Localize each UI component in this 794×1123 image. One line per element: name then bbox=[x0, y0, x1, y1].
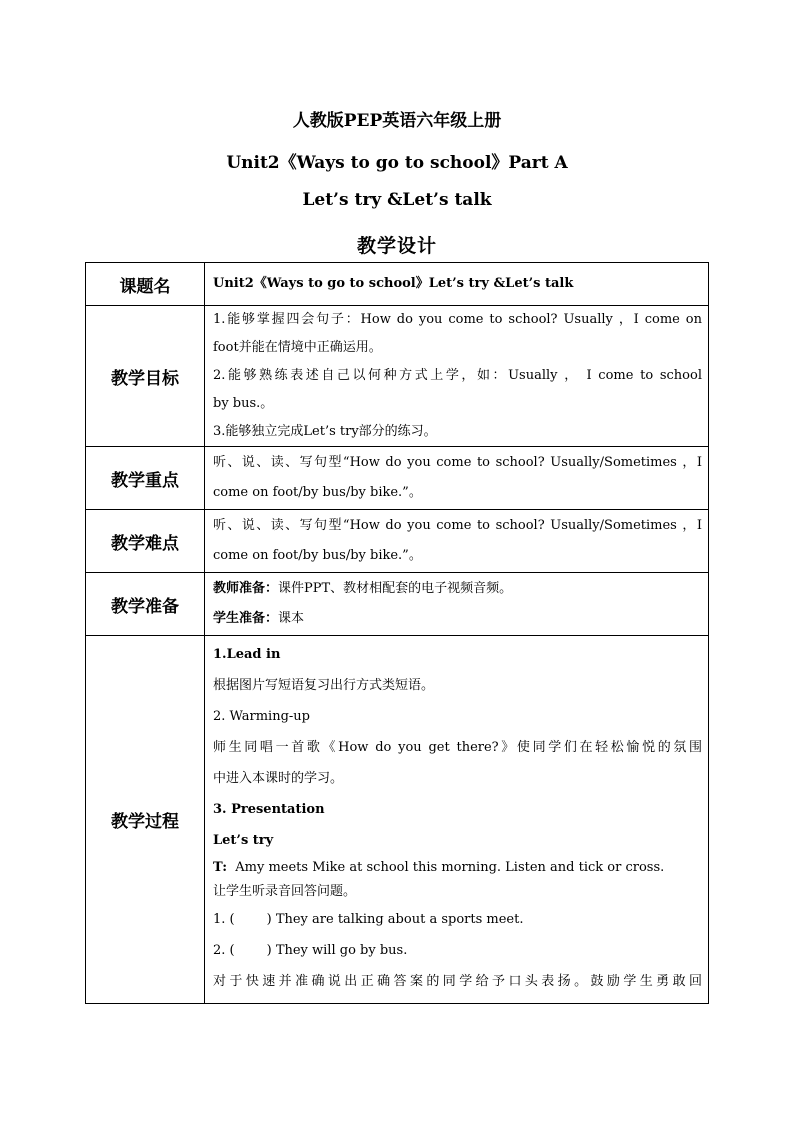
teacher-line bbox=[213, 856, 702, 880]
difficulties-label: 教学难点 bbox=[86, 510, 205, 573]
process-label: 教学过程 bbox=[86, 636, 205, 1004]
student-preparation-label: 学生准备： bbox=[213, 611, 279, 626]
goals-label: 教学目标 bbox=[86, 306, 205, 447]
goal-line: foot并能在情境中正确运用。 bbox=[213, 340, 382, 355]
question-1 bbox=[213, 904, 702, 935]
question-2 bbox=[213, 935, 702, 966]
lesson-plan-table bbox=[85, 262, 709, 1004]
instruction-text: 让学生听录音回答问题。 bbox=[213, 884, 357, 899]
goal-line: by bus.。 bbox=[213, 396, 274, 411]
preparation-label: 教学准备 bbox=[86, 573, 205, 636]
goals-content bbox=[205, 306, 709, 447]
unit-title: Unit2《Ways to go to school》Part A bbox=[226, 153, 568, 173]
preparation-content bbox=[205, 573, 709, 636]
teacher-preparation bbox=[213, 574, 702, 604]
goal-line: 1.能够掌握四会句子：How do you come to school? Usually ，I come on bbox=[213, 312, 702, 327]
warmup-heading: 2. Warming-up bbox=[213, 709, 310, 724]
table-row-difficulties bbox=[86, 510, 709, 573]
question-1-text: ) They are talking about a sports meet. bbox=[266, 912, 524, 927]
question-2-number: 2. ( bbox=[213, 943, 235, 958]
table-row-preparation bbox=[86, 573, 709, 636]
document-title: 人教版PEP英语六年级上册 bbox=[292, 111, 502, 131]
lets-try-heading: Let’s try bbox=[213, 833, 274, 848]
goal-line: 2.能够熟练表述自己以何种方式上学，如：Usually ， I come to school bbox=[213, 368, 702, 383]
difficulty-line: 听、说、读、写句型“How do you come to school? Usually/Sometimes ，I bbox=[213, 518, 702, 533]
teacher-preparation-label: 教师准备： bbox=[213, 581, 279, 596]
praise-text: 对于快速并准确说出正确答案的同学给予口头表扬。鼓励学生勇敢回 bbox=[213, 974, 702, 989]
lesson-title: Let’s try &Let’s talk bbox=[302, 190, 492, 210]
key-point-line: come on foot/by bus/by bike.”。 bbox=[213, 485, 422, 500]
table-row-topic bbox=[86, 263, 709, 306]
difficulties-content bbox=[205, 510, 709, 573]
topic-label: 课题名 bbox=[86, 263, 205, 306]
table-row-process bbox=[86, 636, 709, 1004]
lead-in-heading: 1.Lead in bbox=[213, 647, 281, 662]
warmup-text: 师生同唱一首歌《How do you get there?》使同学们在轻松愉悦的氛围 bbox=[213, 740, 702, 755]
student-preparation bbox=[213, 604, 702, 634]
key-points-content bbox=[205, 447, 709, 510]
warmup-text-continued: 中进入本课时的学习。 bbox=[213, 771, 344, 786]
table-row-goals bbox=[86, 306, 709, 447]
key-points-label: 教学重点 bbox=[86, 447, 205, 510]
topic-value: Unit2《Ways to go to school》Let’s try &Let’s talk bbox=[205, 263, 709, 306]
document-subtitle: 教学设计 bbox=[356, 235, 437, 257]
teacher-text: Amy meets Mike at school this morning. Listen and tick or cross. bbox=[235, 860, 665, 875]
goal-line: 3.能够独立完成Let’s try部分的练习。 bbox=[213, 424, 437, 439]
question-1-number: 1. ( bbox=[213, 912, 235, 927]
teacher-label: T: bbox=[213, 860, 228, 875]
difficulty-line: come on foot/by bus/by bike.”。 bbox=[213, 548, 422, 563]
table-row-key-points bbox=[86, 447, 709, 510]
presentation-heading: 3. Presentation bbox=[213, 802, 325, 817]
question-2-text: ) They will go by bus. bbox=[266, 943, 408, 958]
student-preparation-value: 课本 bbox=[278, 611, 305, 626]
teacher-preparation-value: 课件PPT、教材相配套的电子视频音频。 bbox=[278, 581, 513, 596]
key-point-line: 听、说、读、写句型“How do you come to school? Usually/Sometimes ，I bbox=[213, 455, 702, 470]
lead-in-text: 根据图片写短语复习出行方式类短语。 bbox=[213, 678, 435, 693]
process-content bbox=[205, 636, 709, 1004]
